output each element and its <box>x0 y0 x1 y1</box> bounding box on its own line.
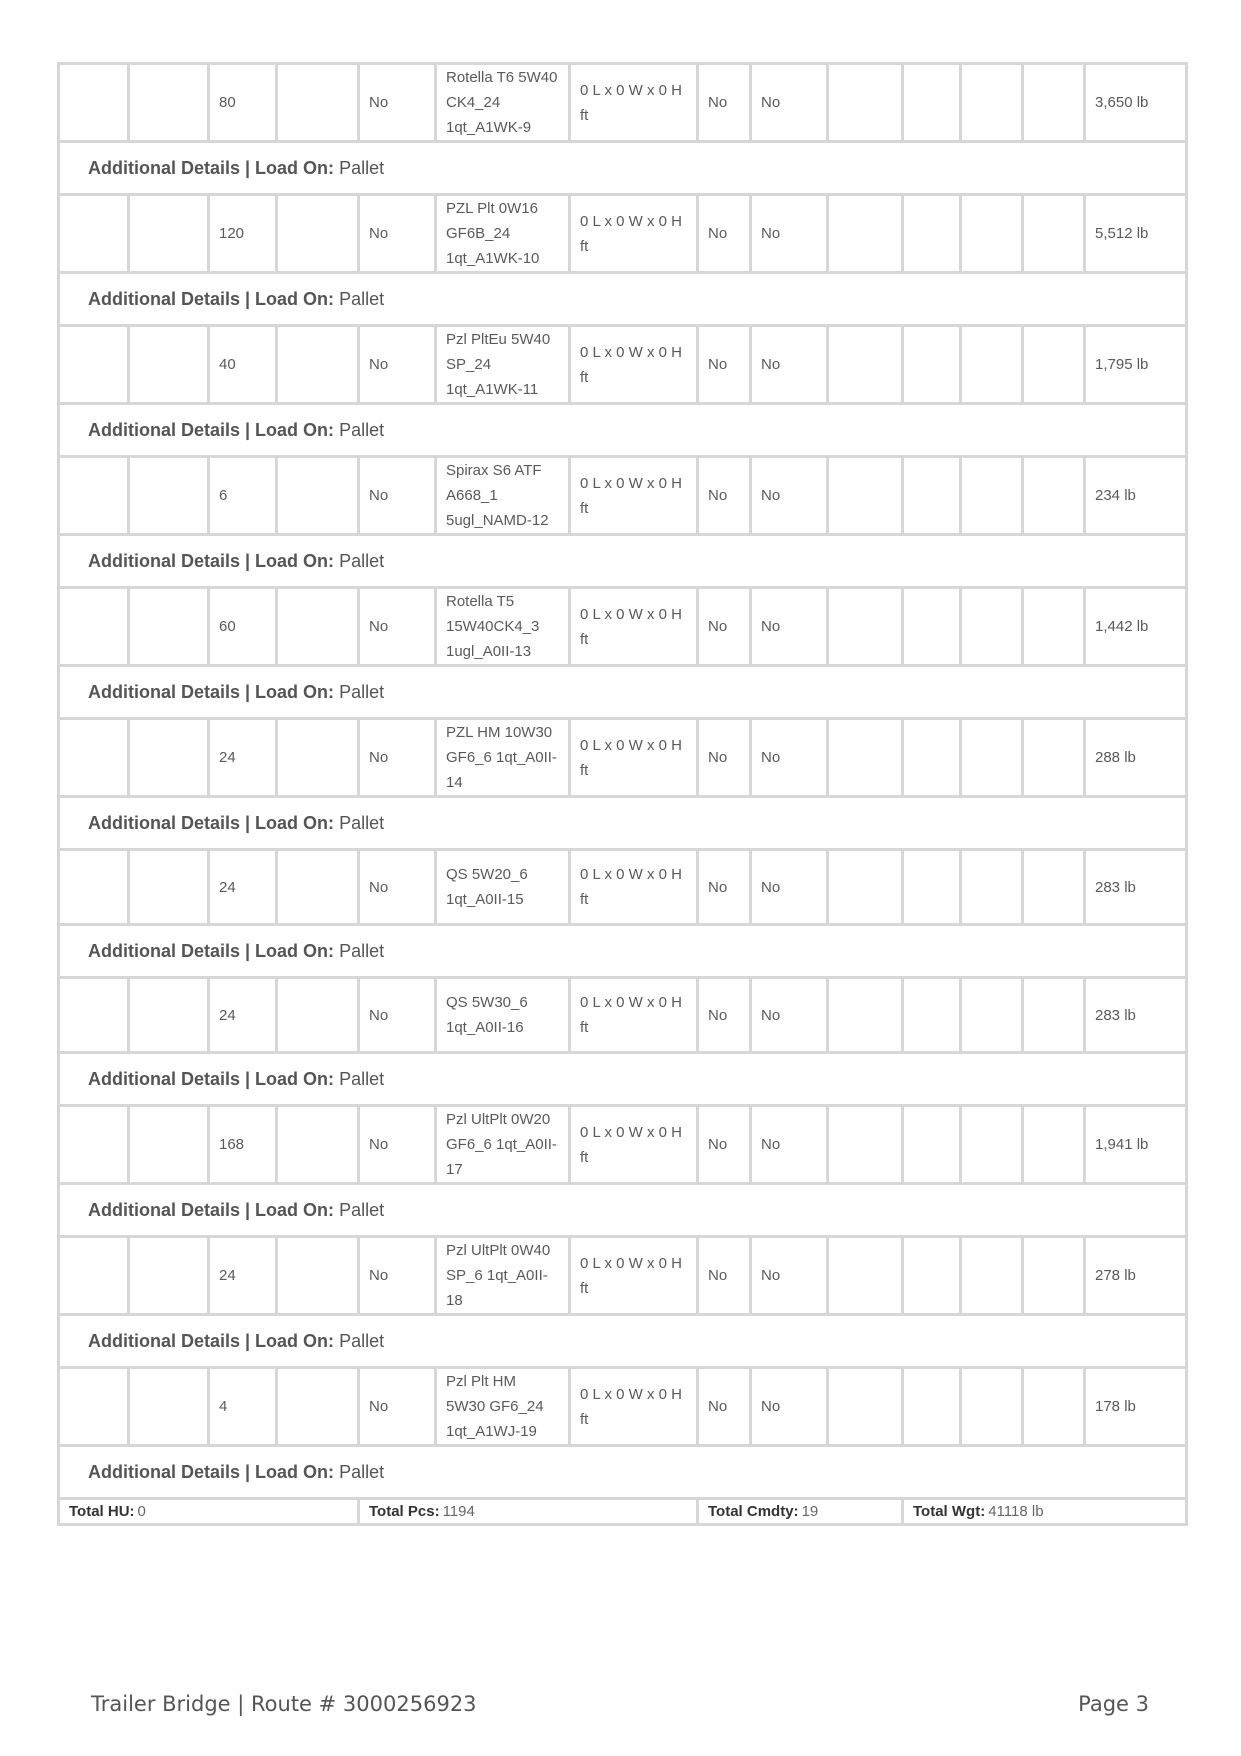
total-hu-value: 0 <box>137 1502 146 1520</box>
total-hu-cell <box>59 1499 359 1525</box>
load-on-value: Pallet <box>339 681 385 702</box>
flag-b-cell: No <box>751 978 828 1053</box>
pieces-cell: 24 <box>209 719 277 797</box>
weight-cell: 288 lb <box>1085 719 1187 797</box>
class-cell <box>828 195 903 273</box>
total-pcs-label: Total Pcs: <box>369 1502 440 1520</box>
hazmat-cell: No <box>359 588 436 666</box>
weight-cell: 234 lb <box>1085 457 1187 535</box>
commodity-row <box>59 457 1187 535</box>
load-on-value: Pallet <box>339 419 385 440</box>
additional-details-label: Additional Details | Load On: <box>88 1330 335 1351</box>
additional-details-row <box>59 1053 1187 1106</box>
additional-details-label: Additional Details | Load On: <box>88 812 335 833</box>
dimensions-cell: 0 L x 0 W x 0 H ft <box>570 719 698 797</box>
load-on-value: Pallet <box>339 812 385 833</box>
class-cell <box>828 1237 903 1315</box>
blank-cell-c <box>1023 978 1085 1053</box>
flag-a-cell: No <box>698 1106 751 1184</box>
nmfc-cell <box>277 1237 359 1315</box>
additional-details-cell <box>59 273 1187 326</box>
blank-cell-b <box>961 978 1023 1053</box>
description-cell: Pzl UltPlt 0W20 GF6_6 1qt_A0II-17 <box>436 1106 570 1184</box>
handling-unit-cell <box>59 326 129 404</box>
hazmat-cell: No <box>359 1237 436 1315</box>
additional-details-label: Additional Details | Load On: <box>88 550 335 571</box>
additional-details-cell <box>59 1053 1187 1106</box>
flag-b-cell: No <box>751 719 828 797</box>
weight-cell: 5,512 lb <box>1085 195 1187 273</box>
blank-cell-a <box>903 1237 961 1315</box>
blank-cell-a <box>903 64 961 142</box>
weight-cell: 283 lb <box>1085 978 1187 1053</box>
handling-unit-cell <box>59 978 129 1053</box>
blank-cell-c <box>1023 588 1085 666</box>
hazmat-cell: No <box>359 1106 436 1184</box>
hazmat-cell: No <box>359 326 436 404</box>
package-type-cell <box>129 326 209 404</box>
weight-cell: 278 lb <box>1085 1237 1187 1315</box>
description-cell: Pzl Plt HM 5W30 GF6_24 1qt_A1WJ-19 <box>436 1368 570 1446</box>
blank-cell-c <box>1023 64 1085 142</box>
description-cell: Pzl PltEu 5W40 SP_24 1qt_A1WK-11 <box>436 326 570 404</box>
additional-details-cell <box>59 142 1187 195</box>
class-cell <box>828 64 903 142</box>
total-pcs-value: 1194 <box>442 1502 475 1520</box>
footer-page-number: Page 3 <box>1078 1692 1149 1716</box>
additional-details-label: Additional Details | Load On: <box>88 940 335 961</box>
handling-unit-cell <box>59 64 129 142</box>
additional-details-cell <box>59 666 1187 719</box>
dimensions-cell: 0 L x 0 W x 0 H ft <box>570 588 698 666</box>
additional-details-label: Additional Details | Load On: <box>88 157 335 178</box>
description-cell: Rotella T6 5W40 CK4_24 1qt_A1WK-9 <box>436 64 570 142</box>
additional-details-cell <box>59 1315 1187 1368</box>
flag-b-cell: No <box>751 588 828 666</box>
total-wgt-value: 41118 lb <box>988 1502 1044 1520</box>
description-cell: PZL Plt 0W16 GF6B_24 1qt_A1WK-10 <box>436 195 570 273</box>
flag-b-cell: No <box>751 195 828 273</box>
pieces-cell: 60 <box>209 588 277 666</box>
handling-unit-cell <box>59 195 129 273</box>
blank-cell-b <box>961 195 1023 273</box>
dimensions-cell: 0 L x 0 W x 0 H ft <box>570 978 698 1053</box>
load-on-value: Pallet <box>339 1199 385 1220</box>
pieces-cell: 120 <box>209 195 277 273</box>
additional-details-cell <box>59 1446 1187 1499</box>
weight-cell: 3,650 lb <box>1085 64 1187 142</box>
load-on-value: Pallet <box>339 1330 385 1351</box>
flag-a-cell: No <box>698 457 751 535</box>
total-cmdty-value: 19 <box>801 1502 819 1520</box>
nmfc-cell <box>277 326 359 404</box>
additional-details-row <box>59 273 1187 326</box>
blank-cell-c <box>1023 1106 1085 1184</box>
weight-cell: 1,442 lb <box>1085 588 1187 666</box>
class-cell <box>828 978 903 1053</box>
pieces-cell: 6 <box>209 457 277 535</box>
commodity-rows <box>59 64 1187 1499</box>
commodity-row <box>59 1106 1187 1184</box>
blank-cell-b <box>961 719 1023 797</box>
nmfc-cell <box>277 850 359 925</box>
flag-a-cell: No <box>698 195 751 273</box>
additional-details-cell <box>59 404 1187 457</box>
pieces-cell: 24 <box>209 1237 277 1315</box>
load-on-value: Pallet <box>339 157 385 178</box>
package-type-cell <box>129 195 209 273</box>
description-cell: Rotella T5 15W40CK4_3 1ugl_A0II-13 <box>436 588 570 666</box>
additional-details-row <box>59 404 1187 457</box>
blank-cell-c <box>1023 1237 1085 1315</box>
totals-section <box>59 1499 1187 1525</box>
blank-cell-c <box>1023 719 1085 797</box>
hazmat-cell: No <box>359 64 436 142</box>
weight-cell: 178 lb <box>1085 1368 1187 1446</box>
flag-a-cell: No <box>698 1237 751 1315</box>
additional-details-cell <box>59 925 1187 978</box>
additional-details-row <box>59 142 1187 195</box>
commodity-row <box>59 1368 1187 1446</box>
handling-unit-cell <box>59 1368 129 1446</box>
flag-b-cell: No <box>751 64 828 142</box>
blank-cell-c <box>1023 457 1085 535</box>
additional-details-row <box>59 666 1187 719</box>
nmfc-cell <box>277 64 359 142</box>
additional-details-label: Additional Details | Load On: <box>88 419 335 440</box>
commodity-row <box>59 850 1187 925</box>
blank-cell-c <box>1023 326 1085 404</box>
load-on-value: Pallet <box>339 550 385 571</box>
flag-a-cell: No <box>698 978 751 1053</box>
flag-b-cell: No <box>751 1237 828 1315</box>
commodity-row <box>59 588 1187 666</box>
class-cell <box>828 1106 903 1184</box>
additional-details-row <box>59 1184 1187 1237</box>
additional-details-label: Additional Details | Load On: <box>88 1461 335 1482</box>
package-type-cell <box>129 719 209 797</box>
nmfc-cell <box>277 588 359 666</box>
blank-cell-a <box>903 195 961 273</box>
blank-cell-b <box>961 64 1023 142</box>
package-type-cell <box>129 978 209 1053</box>
blank-cell-c <box>1023 1368 1085 1446</box>
dimensions-cell: 0 L x 0 W x 0 H ft <box>570 1106 698 1184</box>
additional-details-row <box>59 1446 1187 1499</box>
blank-cell-b <box>961 1237 1023 1315</box>
hazmat-cell: No <box>359 719 436 797</box>
total-hu-label: Total HU: <box>69 1502 135 1520</box>
package-type-cell <box>129 1106 209 1184</box>
nmfc-cell <box>277 719 359 797</box>
load-on-value: Pallet <box>339 1068 385 1089</box>
flag-a-cell: No <box>698 1368 751 1446</box>
pieces-cell: 80 <box>209 64 277 142</box>
package-type-cell <box>129 457 209 535</box>
commodity-row <box>59 978 1187 1053</box>
total-cmdty-cell <box>698 1499 903 1525</box>
nmfc-cell <box>277 1106 359 1184</box>
additional-details-label: Additional Details | Load On: <box>88 1068 335 1089</box>
additional-details-row <box>59 797 1187 850</box>
dimensions-cell: 0 L x 0 W x 0 H ft <box>570 195 698 273</box>
flag-a-cell: No <box>698 850 751 925</box>
pieces-cell: 40 <box>209 326 277 404</box>
total-wgt-label: Total Wgt: <box>913 1502 986 1520</box>
load-on-value: Pallet <box>339 1461 385 1482</box>
flag-b-cell: No <box>751 1368 828 1446</box>
commodity-row <box>59 64 1187 142</box>
commodity-row <box>59 326 1187 404</box>
hazmat-cell: No <box>359 1368 436 1446</box>
flag-a-cell: No <box>698 719 751 797</box>
weight-cell: 1,795 lb <box>1085 326 1187 404</box>
package-type-cell <box>129 850 209 925</box>
total-cmdty-label: Total Cmdty: <box>708 1502 799 1520</box>
dimensions-cell: 0 L x 0 W x 0 H ft <box>570 326 698 404</box>
additional-details-label: Additional Details | Load On: <box>88 681 335 702</box>
weight-cell: 283 lb <box>1085 850 1187 925</box>
class-cell <box>828 326 903 404</box>
blank-cell-c <box>1023 195 1085 273</box>
load-on-value: Pallet <box>339 288 385 309</box>
blank-cell-b <box>961 1106 1023 1184</box>
flag-a-cell: No <box>698 64 751 142</box>
additional-details-label: Additional Details | Load On: <box>88 288 335 309</box>
hazmat-cell: No <box>359 457 436 535</box>
pieces-cell: 24 <box>209 850 277 925</box>
dimensions-cell: 0 L x 0 W x 0 H ft <box>570 457 698 535</box>
commodity-row <box>59 719 1187 797</box>
dimensions-cell: 0 L x 0 W x 0 H ft <box>570 850 698 925</box>
weight-cell: 1,941 lb <box>1085 1106 1187 1184</box>
totals-row <box>59 1499 1187 1525</box>
blank-cell-a <box>903 850 961 925</box>
blank-cell-b <box>961 457 1023 535</box>
package-type-cell <box>129 588 209 666</box>
nmfc-cell <box>277 1368 359 1446</box>
blank-cell-a <box>903 588 961 666</box>
blank-cell-b <box>961 1368 1023 1446</box>
description-cell: QS 5W30_6 1qt_A0II-16 <box>436 978 570 1053</box>
hazmat-cell: No <box>359 195 436 273</box>
flag-a-cell: No <box>698 326 751 404</box>
blank-cell-a <box>903 457 961 535</box>
footer-route: Trailer Bridge | Route # 3000256923 <box>91 1692 477 1716</box>
package-type-cell <box>129 1237 209 1315</box>
blank-cell-a <box>903 1106 961 1184</box>
description-cell: Pzl UltPlt 0W40 SP_6 1qt_A0II-18 <box>436 1237 570 1315</box>
pieces-cell: 4 <box>209 1368 277 1446</box>
commodity-table <box>57 62 1188 1526</box>
class-cell <box>828 719 903 797</box>
pieces-cell: 24 <box>209 978 277 1053</box>
flag-b-cell: No <box>751 326 828 404</box>
blank-cell-a <box>903 326 961 404</box>
total-pcs-cell <box>359 1499 698 1525</box>
class-cell <box>828 1368 903 1446</box>
class-cell <box>828 850 903 925</box>
handling-unit-cell <box>59 719 129 797</box>
additional-details-cell <box>59 535 1187 588</box>
handling-unit-cell <box>59 1237 129 1315</box>
blank-cell-c <box>1023 850 1085 925</box>
class-cell <box>828 457 903 535</box>
blank-cell-a <box>903 1368 961 1446</box>
additional-details-row <box>59 1315 1187 1368</box>
handling-unit-cell <box>59 1106 129 1184</box>
blank-cell-a <box>903 719 961 797</box>
commodity-row <box>59 1237 1187 1315</box>
dimensions-cell: 0 L x 0 W x 0 H ft <box>570 1368 698 1446</box>
pieces-cell: 168 <box>209 1106 277 1184</box>
blank-cell-b <box>961 588 1023 666</box>
additional-details-label: Additional Details | Load On: <box>88 1199 335 1220</box>
class-cell <box>828 588 903 666</box>
commodity-row <box>59 195 1187 273</box>
blank-cell-b <box>961 850 1023 925</box>
additional-details-row <box>59 535 1187 588</box>
hazmat-cell: No <box>359 850 436 925</box>
additional-details-cell <box>59 1184 1187 1237</box>
flag-a-cell: No <box>698 588 751 666</box>
flag-b-cell: No <box>751 457 828 535</box>
nmfc-cell <box>277 195 359 273</box>
nmfc-cell <box>277 978 359 1053</box>
load-on-value: Pallet <box>339 940 385 961</box>
blank-cell-a <box>903 978 961 1053</box>
dimensions-cell: 0 L x 0 W x 0 H ft <box>570 1237 698 1315</box>
total-wgt-cell <box>903 1499 1187 1525</box>
additional-details-row <box>59 925 1187 978</box>
nmfc-cell <box>277 457 359 535</box>
flag-b-cell: No <box>751 1106 828 1184</box>
dimensions-cell: 0 L x 0 W x 0 H ft <box>570 64 698 142</box>
hazmat-cell: No <box>359 978 436 1053</box>
description-cell: QS 5W20_6 1qt_A0II-15 <box>436 850 570 925</box>
additional-details-cell <box>59 797 1187 850</box>
description-cell: PZL HM 10W30 GF6_6 1qt_A0II-14 <box>436 719 570 797</box>
package-type-cell <box>129 64 209 142</box>
blank-cell-b <box>961 326 1023 404</box>
handling-unit-cell <box>59 850 129 925</box>
description-cell: Spirax S6 ATF A668_1 5ugl_NAMD-12 <box>436 457 570 535</box>
handling-unit-cell <box>59 457 129 535</box>
package-type-cell <box>129 1368 209 1446</box>
handling-unit-cell <box>59 588 129 666</box>
flag-b-cell: No <box>751 850 828 925</box>
